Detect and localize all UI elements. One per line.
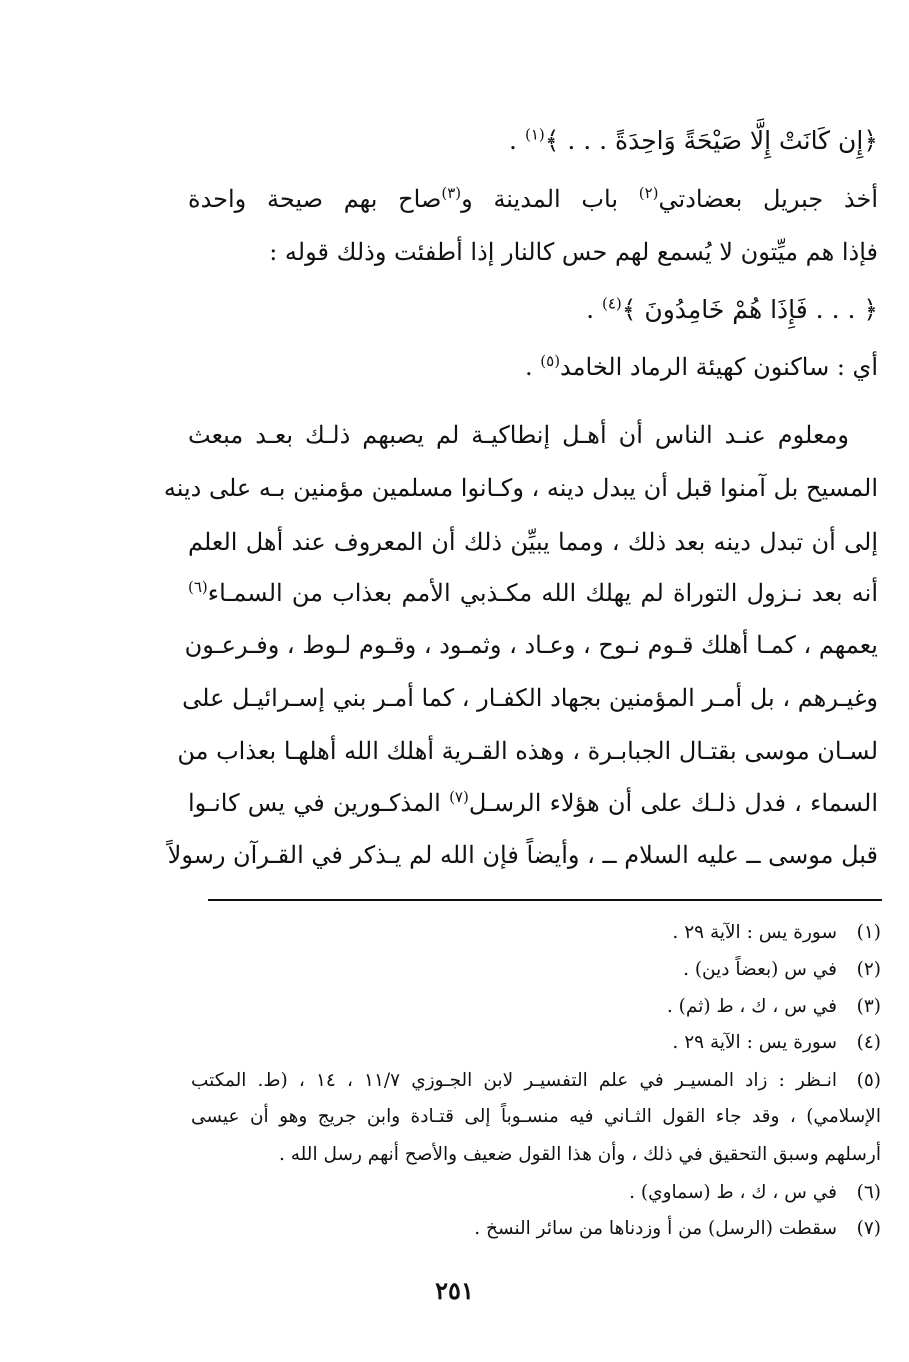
footnote-divider bbox=[208, 899, 882, 901]
verse-1-text: ﴿إِن كَانَتْ إِلَّا صَيْحَةً وَاحِدَةً . . . ﴾ bbox=[544, 126, 878, 155]
footnote-ref-1: (١) bbox=[524, 125, 545, 144]
footnote-ref-5: (٥) bbox=[540, 352, 561, 370]
footnote-5-line-2: الإسلامي) ، وقد جاء القول الثـاني فيه منسـوباً إلى قتـادة وابن جريج وهو أن عيسى bbox=[191, 1106, 881, 1127]
body-line-7 bbox=[188, 576, 878, 610]
footnote-text: في س ، ك ، ط (سماوي) . bbox=[629, 1182, 837, 1203]
footnote-7 bbox=[191, 1214, 881, 1244]
body-line-5: المسيح بل آمنوا قبل أن يبدل دينه ، وكـانوا مسلمين مؤمنين بـه على دينه bbox=[163, 474, 878, 502]
body-line-10: لسـان موسى بقتـال الجبابـرة ، وهذه القـرية أهلك الله أهلهـا بعذاب من bbox=[177, 737, 878, 765]
footnote-number: (١) bbox=[856, 922, 881, 943]
footnote-number: (٦) bbox=[856, 1182, 881, 1203]
page-number: ٢٥١ bbox=[435, 1276, 474, 1305]
body-text: . bbox=[524, 353, 533, 381]
body-line-4: ومعلوم عنـد الناس أن أهـل إنطاكيـة لم يصبهم ذلـك بعـد مبعث bbox=[188, 421, 849, 449]
body-line-1 bbox=[188, 182, 878, 216]
body-line-9: وغيـرهم ، بل أمـر المؤمنين بجهاد الكفـار ، كما أمـر بني إسـرائيـل على bbox=[182, 684, 878, 712]
body-text: أنه بعد نـزول التوراة لم يهلك الله مكـذبي الأمم بعذاب من السمـاء bbox=[207, 579, 879, 607]
body-text: أي : ساكنون كهيئة الرماد الخامد bbox=[560, 353, 878, 381]
footnote-text: انـظر : زاد المسيـر في علم التفسيـر لابن الجـوزي ١١/٧ ، ١٤ ، (ط. المكتب bbox=[191, 1070, 838, 1091]
verse-1-period: . bbox=[509, 126, 517, 155]
footnote-text: سورة يس : الآية ٢٩ . bbox=[672, 922, 837, 943]
footnote-1 bbox=[191, 918, 881, 948]
footnote-number: (٥) bbox=[856, 1070, 882, 1091]
footnote-4 bbox=[191, 1028, 881, 1058]
body-text: أخذ جبريل بعضادتي bbox=[658, 185, 879, 213]
footnote-text: سقطت (الرسل) من أ وزدناها من سائر النسخ . bbox=[474, 1218, 837, 1239]
body-line-11 bbox=[188, 786, 878, 820]
footnote-number: (٣) bbox=[856, 996, 881, 1017]
body-text: المذكـورين في يس كانـوا bbox=[188, 789, 450, 817]
footnote-5-line-3: أرسلهم وسبق التحقيق في ذلك ، وأن هذا القول ضعيف والأصح أنهم رسل الله . bbox=[279, 1144, 881, 1165]
footnote-ref-2: (٢) bbox=[638, 184, 659, 202]
footnote-number: (٢) bbox=[856, 959, 881, 980]
footnote-text: في س (بعضاً دين) . bbox=[683, 959, 837, 980]
footnote-3 bbox=[191, 992, 881, 1022]
footnote-5 bbox=[191, 1066, 881, 1096]
footnote-number: (٧) bbox=[856, 1218, 881, 1239]
body-text: باب المدينة و bbox=[461, 185, 639, 213]
body-line-6: إلى أن تبدل دينه بعد ذلك ، ومما يبيِّن ذلك أن المعروف عند أهل العلم bbox=[188, 528, 878, 556]
verse-2-period: . bbox=[586, 295, 595, 324]
footnote-ref-7: (٧) bbox=[449, 788, 469, 806]
footnote-text: في س ، ك ، ط (ثم) . bbox=[666, 996, 837, 1017]
footnote-number: (٤) bbox=[856, 1032, 881, 1053]
body-line-3 bbox=[525, 350, 878, 384]
footnote-ref-6: (٦) bbox=[188, 578, 208, 596]
quran-verse-1 bbox=[509, 124, 878, 158]
body-line-12: قبل موسى ــ عليه السلام ــ ، وأيضاً فإن الله لم يـذكر في القـرآن رسولاً bbox=[167, 841, 878, 869]
body-text: السماء ، فدل ذلـك على أن هؤلاء الرسـل bbox=[468, 789, 878, 817]
verse-2-text: ﴿ . . . فَإِذَا هُمْ خَامِدُونَ ﴾ bbox=[621, 295, 878, 324]
footnote-6 bbox=[191, 1178, 881, 1208]
body-line-2: فإذا هم ميِّتون لا يُسمع لهم حس كالنار إذا أطفئت وذلك قوله : bbox=[269, 238, 878, 266]
footnote-text: سورة يس : الآية ٢٩ . bbox=[672, 1032, 837, 1053]
footnote-ref-3: (٣) bbox=[441, 184, 462, 202]
body-line-8: يعمهم ، كمـا أهلك قـوم نـوح ، وعـاد ، وثمـود ، وقـوم لـوط ، وفـرعـون bbox=[184, 631, 878, 659]
footnote-ref-4: (٤) bbox=[601, 294, 622, 313]
body-text: صاح بهم صيحة واحدة bbox=[188, 185, 442, 213]
quran-verse-2 bbox=[586, 293, 878, 327]
footnote-2 bbox=[191, 955, 881, 985]
